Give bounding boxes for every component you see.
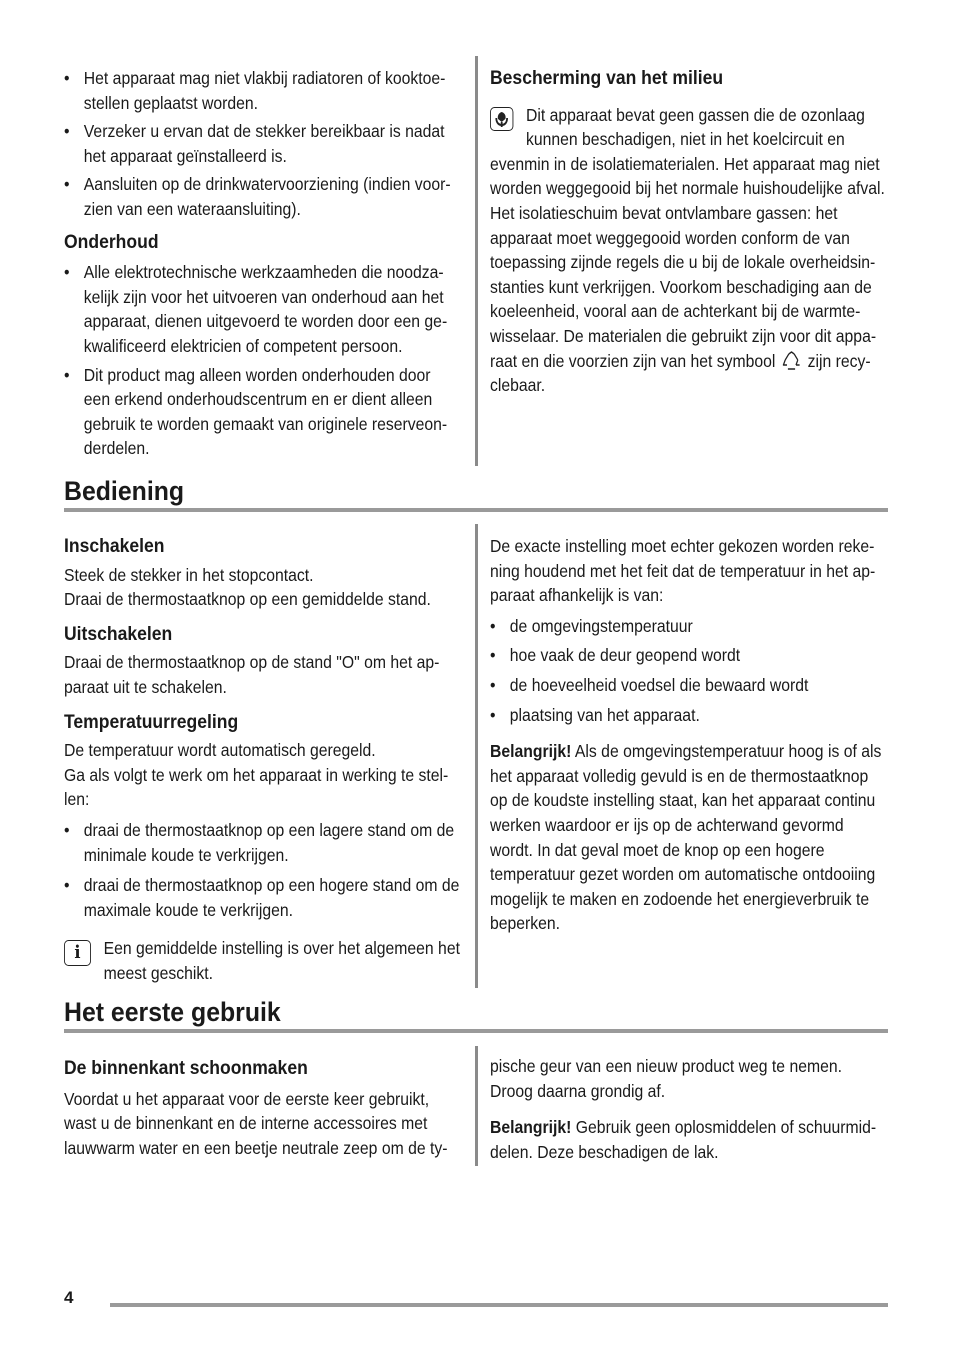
- eerste-gebruik-right-column: [490, 1054, 886, 1164]
- list-item: • Het apparaat mag niet vlakbij radiatoren of kooktoe-stellen geplaatst worden.: [64, 66, 460, 115]
- milieu-text-end: zijn recy-clebaar.: [490, 350, 871, 396]
- uitschakelen-text: Draai de thermostaatknop op de stand "O" om het ap-paraat uit te schakelen.: [64, 652, 440, 697]
- list-item: • de hoeveelheid voedsel die bewaard wordt: [490, 673, 886, 698]
- factors-bullet-list: [490, 614, 886, 727]
- temperatuurregeling-heading: Temperatuurregeling: [64, 710, 239, 733]
- list-item: • hoe vaak de deur geopend wordt: [490, 643, 886, 668]
- inschakelen-heading: Inschakelen: [64, 535, 165, 557]
- schoonmaken-heading: De binnenkant schoonmaken: [64, 1057, 308, 1079]
- list-item: • Aansluiten op de drinkwatervoorziening (indien voor-zien van een wateraansluiting).: [64, 172, 460, 221]
- eerste-gebruik-title: Het eerste gebruik: [64, 997, 281, 1027]
- info-note: [64, 936, 460, 985]
- recycle-icon: [782, 351, 802, 371]
- belangrijk-note: [490, 1115, 886, 1164]
- belangrijk-text: Gebruik geen oplosmiddelen of schuurmid-delen. Deze beschadigen de lak.: [490, 1117, 877, 1162]
- list-item: • plaatsing van het apparaat.: [490, 703, 886, 728]
- footer-rule: [110, 1303, 888, 1307]
- schoonmaken-text-continued: pische geur van een nieuw product weg te nemen. Droog daarna grondig af.: [490, 1056, 842, 1101]
- column-divider-bediening: [475, 524, 478, 988]
- info-note-text: Een gemiddelde instelling is over het algemeen het meest geschikt.: [103, 938, 460, 983]
- milieu-heading: Bescherming van het milieu: [490, 67, 724, 89]
- page-number: 4: [64, 1288, 74, 1307]
- uitschakelen-heading: Uitschakelen: [64, 622, 173, 645]
- list-item: • Verzeker u ervan dat de stekker bereikbaar is nadat het apparaat geïnstalleerd is.: [64, 119, 460, 168]
- eerste-gebruik-left-column: [64, 1056, 460, 1160]
- belangrijk-note: [490, 739, 886, 936]
- belangrijk-label: Belangrijk!: [490, 741, 572, 762]
- milieu-text: Dit apparaat bevat geen gassen die de ozonlaag kunnen beschadigen, niet in het koelcircuit en evenmin in de isolatiematerialen. Het apparaat mag niet worden weggegooid bij het normale huishoudelijke afval. Het isolatieschuim bevat ontvlambare gassen: het apparaat moet weggegooid worden conform de van toepassing zijnde regels die u bij de lokale overheidsin-stanties kunt verkrijgen. Voorkom beschadiging aan de koeleenheid, vooral aan de achterkant bij de warmte-wisselaar. De materialen die gebruikt zijn voor dit appa-raat en die voorzien zijn van het symbool: [490, 104, 885, 371]
- inschakelen-line: Draai de thermostaatknop op een gemiddelde stand.: [64, 589, 431, 610]
- belangrijk-text: Als de omgevingstemperatuur hoog is of als het apparaat volledig gevuld is en de thermostaatknop op de koudste instelling staat, kan het apparaat continu werken waardoor er ijs op de achterwand gevormd wordt. In dat geval moet de knop op een hogere temperatuur gezet worden om automatische ontdooiing mogelijk te maken en zodoende het energieverbruik te beperken.: [490, 741, 882, 934]
- temp-line: De temperatuur wordt automatisch geregeld.: [64, 740, 376, 761]
- bediening-left-column: [64, 534, 460, 986]
- column-divider-eerste-gebruik: [475, 1046, 478, 1166]
- installation-bullet-list: [64, 66, 460, 222]
- section-rule: [64, 1029, 888, 1033]
- right-intro: De exacte instelling moet echter gekozen worden reke-ning houdend met het feit dat de temperatuur in het ap-paraat afhankelijk is van:: [490, 536, 876, 606]
- top-left-column: [64, 66, 460, 461]
- temp-bullet-list: [64, 818, 460, 922]
- belangrijk-label: Belangrijk!: [490, 1117, 572, 1138]
- list-item: • draai de thermostaatknop op een lagere stand om de minimale koude te verkrijgen.: [64, 818, 460, 867]
- column-divider-top: [475, 56, 478, 466]
- section-rule: [64, 508, 888, 512]
- bediening-right-column: [490, 534, 886, 936]
- list-item: • draai de thermostaatknop op een hogere stand om de maximale koude te verkrijgen.: [64, 873, 460, 922]
- list-item: • Alle elektrotechnische werkzaamheden die noodza-kelijk zijn voor het uitvoeren van onderhoud aan het apparaat, dienen uitgevoerd te worden door een ge-kwalificeerd elektricien of competent persoon.: [64, 260, 460, 358]
- schoonmaken-text: Voordat u het apparaat voor de eerste keer gebruikt, wast u de binnenkant en de interne accessoires met lauwwarm water en een beetje neutrale zeep om de ty-: [64, 1088, 448, 1158]
- temp-line: Ga als volgt te werk om het apparaat in werking te stel-len:: [64, 764, 449, 810]
- inschakelen-line: Steek de stekker in het stopcontact.: [64, 564, 314, 585]
- onderhoud-bullet-list: [64, 260, 460, 461]
- list-item: • Dit product mag alleen worden onderhouden door een erkend onderhoudscentrum en er dient alleen gebruik te worden gemaakt van originele reserveon-derdelen.: [64, 363, 460, 461]
- info-icon: i: [64, 940, 91, 966]
- top-right-column: [490, 66, 886, 398]
- onderhoud-heading: Onderhoud: [64, 230, 159, 253]
- environment-icon: [490, 107, 519, 137]
- list-item: • de omgevingstemperatuur: [490, 614, 886, 639]
- bediening-title: Bediening: [64, 476, 185, 506]
